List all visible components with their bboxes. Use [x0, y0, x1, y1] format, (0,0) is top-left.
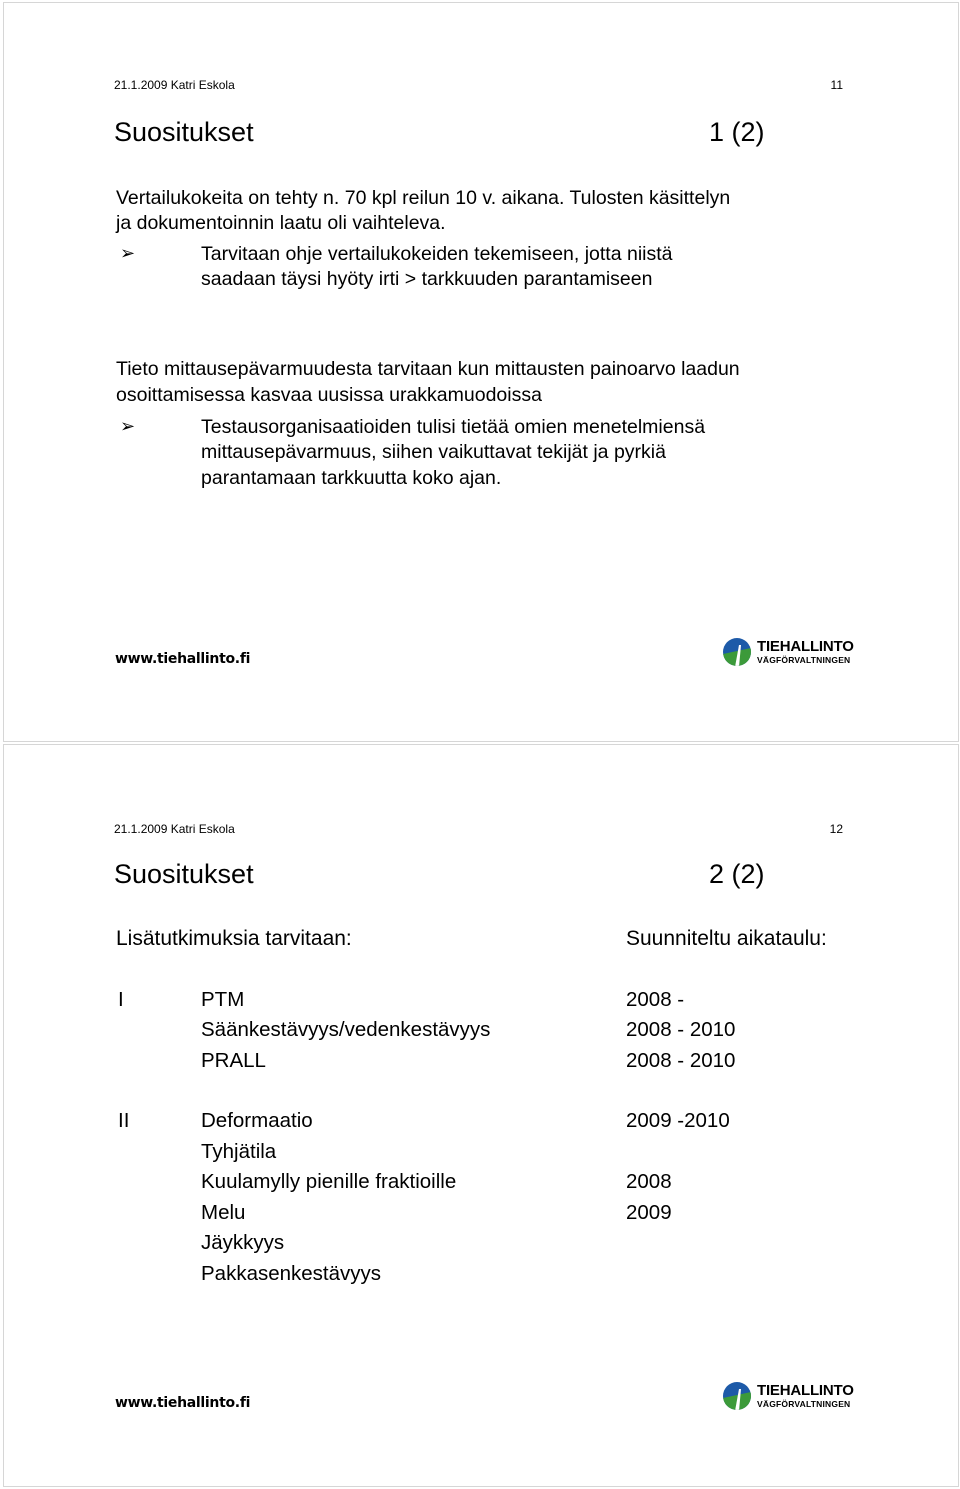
group-label: II	[118, 1109, 130, 1132]
bullet-line: saadaan täysi hyöty irti > tarkkuuden parantamiseen	[201, 268, 653, 290]
slide-title: Suositukset	[114, 117, 254, 147]
paragraph-line: ja dokumentoinnin laatu oli vaihteleva.	[116, 212, 446, 234]
column-header-schedule: Suunniteltu aikataulu:	[626, 927, 827, 950]
brand-name: TIEHALLINTO	[757, 1382, 854, 1400]
slide-page-number: 12	[829, 822, 843, 836]
research-item: PTM	[201, 988, 245, 1011]
bullet-line: parantamaan tarkkuutta koko ajan.	[201, 467, 502, 489]
slide-part: 2 (2)	[709, 859, 765, 889]
slide-12	[3, 744, 959, 1487]
bullet-line: Testausorganisaatioiden tulisi tietää omien menetelmiensä	[201, 416, 706, 438]
tiehallinto-logo	[722, 637, 854, 667]
research-item: Melu	[201, 1201, 246, 1224]
schedule-value: 2008 -	[626, 988, 685, 1011]
slide-11	[3, 2, 959, 742]
paragraph-line: Tieto mittausepävarmuudesta tarvitaan kun mittausten painoarvo laadun	[116, 358, 740, 380]
research-item: Pakkasenkestävyys	[201, 1262, 382, 1285]
footer-url: www.tiehallinto.fi	[115, 1395, 251, 1411]
brand-subtitle: VÄGFÖRVALTNINGEN	[757, 655, 851, 666]
slide-part: 1 (2)	[709, 117, 765, 147]
bullet-line: mittausepävarmuus, siihen vaikuttavat tekijät ja pyrkiä	[201, 441, 666, 463]
paragraph-line: Vertailukokeita on tehty n. 70 kpl reilun 10 v. aikana. Tulosten käsittelyn	[116, 187, 731, 209]
slide-header-date-author: 21.1.2009 Katri Eskola	[114, 78, 235, 92]
research-item: Deformaatio	[201, 1109, 313, 1132]
tiehallinto-logo	[722, 1381, 854, 1411]
slide-page-number: 11	[830, 78, 843, 92]
arrow-bullet-icon: ➢	[120, 416, 136, 436]
tiehallinto-emblem-icon	[722, 1381, 752, 1411]
column-header-research: Lisätutkimuksia tarvitaan:	[116, 927, 352, 950]
footer-url: www.tiehallinto.fi	[115, 651, 251, 667]
brand-subtitle: VÄGFÖRVALTNINGEN	[757, 1399, 851, 1410]
brand-name: TIEHALLINTO	[757, 638, 854, 656]
tiehallinto-emblem-icon	[722, 637, 752, 667]
research-item: Tyhjätila	[201, 1140, 277, 1163]
research-item: Kuulamylly pienille fraktioille	[201, 1170, 457, 1193]
research-item: Säänkestävyys/vedenkestävyys	[201, 1018, 491, 1041]
research-item: Jäykkyys	[201, 1231, 285, 1254]
schedule-value: 2008 - 2010	[626, 1049, 736, 1072]
group-label: I	[118, 988, 124, 1011]
arrow-bullet-icon: ➢	[120, 243, 136, 263]
schedule-value: 2008	[626, 1170, 672, 1193]
paragraph-line: osoittamisessa kasvaa uusissa urakkamuodoissa	[116, 384, 542, 406]
slide-title: Suositukset	[114, 859, 254, 889]
schedule-value: 2009 -2010	[626, 1109, 730, 1132]
research-item: PRALL	[201, 1049, 266, 1072]
schedule-value: 2009	[626, 1201, 672, 1224]
schedule-value: 2008 - 2010	[626, 1018, 736, 1041]
bullet-line: Tarvitaan ohje vertailukokeiden tekemiseen, jotta niistä	[201, 243, 673, 265]
slide-header-date-author: 21.1.2009 Katri Eskola	[114, 822, 235, 836]
